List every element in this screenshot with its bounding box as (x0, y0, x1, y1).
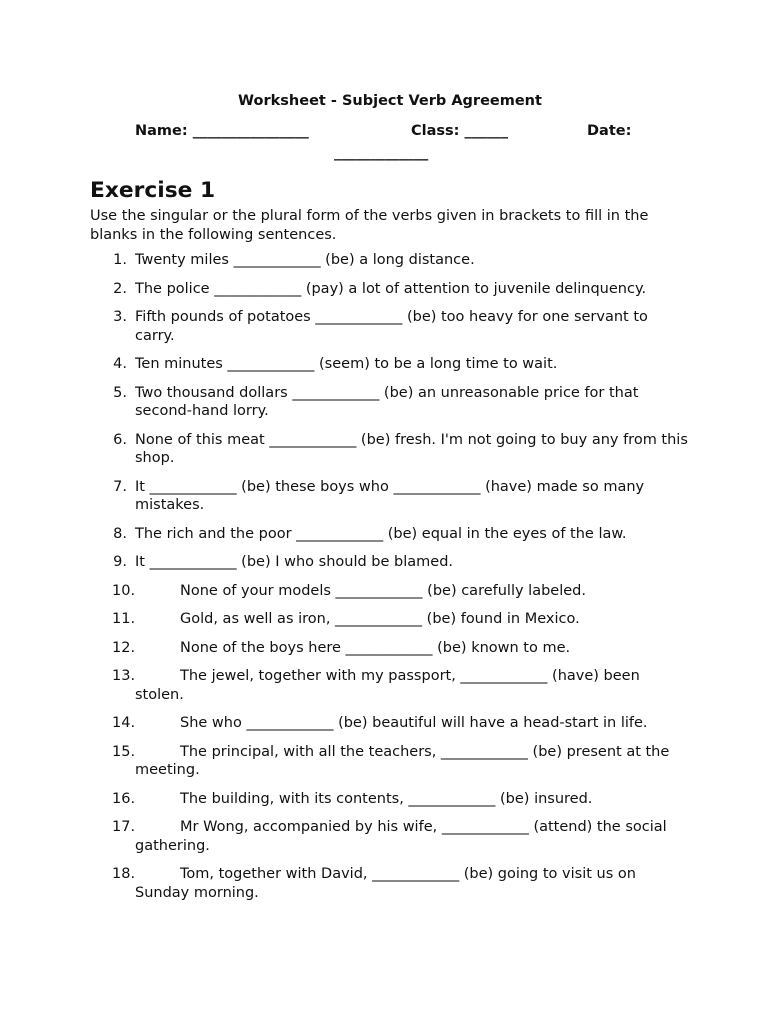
question-number: 8. (113, 525, 127, 542)
question-number: 3. (113, 309, 127, 325)
question-number: 16. (112, 790, 136, 807)
question-text: She who ____________ (be) beautiful will have a head-start in life. (180, 715, 648, 731)
question-text: The police ____________ (pay) a lot of attention to juvenile delinquency. (135, 280, 647, 297)
question-number: 7. (113, 478, 127, 495)
question-item (90, 582, 690, 601)
question-item (90, 431, 690, 468)
question-text: It ____________ (be) these boys who ____________ (have) made so many mistakes. (135, 478, 645, 513)
question-text: The building, with its contents, ____________ (be) insured. (180, 790, 593, 807)
question-item (90, 384, 690, 421)
question-text: None of your models ____________ (be) carefully labeled. (180, 582, 586, 599)
question-number: 17. (112, 819, 136, 835)
question-text: Ten minutes ____________ (seem) to be a long time to wait. (135, 356, 558, 372)
question-item (90, 667, 690, 704)
question-number: 1. (113, 252, 127, 268)
question-number: 12. (112, 639, 136, 656)
question-text: Tom, together with David, ____________ (be) going to visit us on Sunday morning. (135, 866, 636, 901)
question-item (90, 865, 690, 902)
question-number: 11. (112, 611, 136, 627)
question-item (90, 790, 690, 809)
question-text: The principal, with all the teachers, ____________ (be) present at the meeting. (135, 743, 670, 778)
name-field: Name: ________________ (135, 123, 309, 139)
question-item (90, 610, 690, 629)
question-text: None of this meat ____________ (be) fresh. I'm not going to buy any from this shop. (135, 431, 688, 466)
worksheet-page (90, 91, 690, 912)
question-number: 15. (112, 743, 136, 760)
question-number: 5. (113, 384, 127, 401)
date-field: Date: (587, 123, 632, 139)
question-number: 10. (112, 582, 136, 599)
question-item (90, 308, 690, 345)
question-number: 2. (113, 280, 127, 297)
question-text: Twenty miles ____________ (be) a long distance. (135, 252, 475, 268)
question-number: 18. (112, 866, 136, 882)
question-item (90, 478, 690, 515)
question-number: 14. (112, 715, 136, 731)
exercise-title: Exercise 1 (90, 178, 216, 203)
class-field: Class: ______ (411, 123, 509, 139)
question-number: 9. (113, 554, 127, 570)
date-blank-line: _____________ (334, 145, 429, 161)
question-item (90, 743, 690, 780)
worksheet-title: Worksheet - Subject Verb Agreement (238, 93, 542, 109)
exercise-instructions: Use the singular or the plural form of the verbs given in brackets to fill in the blanks in the following sentences. (90, 208, 649, 243)
question-item (90, 525, 690, 544)
question-text: The rich and the poor ____________ (be) equal in the eyes of the law. (135, 525, 627, 542)
question-number: 6. (113, 431, 127, 448)
question-text: It ____________ (be) I who should be blamed. (135, 554, 454, 570)
question-item (90, 818, 690, 855)
question-item (90, 355, 690, 374)
question-item (90, 553, 690, 572)
question-text: Two thousand dollars ____________ (be) an unreasonable price for that second-hand lorry. (135, 384, 639, 419)
question-text: None of the boys here ____________ (be) known to me. (180, 639, 571, 656)
question-item (90, 251, 690, 270)
question-text: Mr Wong, accompanied by his wife, ____________ (attend) the social gathering. (135, 819, 667, 854)
question-text: Fifth pounds of potatoes ____________ (be) too heavy for one servant to carry. (135, 309, 648, 344)
question-list (90, 251, 690, 902)
student-info-row (90, 121, 690, 169)
question-number: 13. (112, 668, 136, 684)
question-item (90, 639, 690, 658)
question-item (90, 714, 690, 733)
question-text: Gold, as well as iron, ____________ (be) found in Mexico. (180, 611, 580, 627)
question-item (90, 280, 690, 299)
question-text: The jewel, together with my passport, ____________ (have) been stolen. (135, 668, 640, 703)
question-number: 4. (113, 356, 127, 372)
